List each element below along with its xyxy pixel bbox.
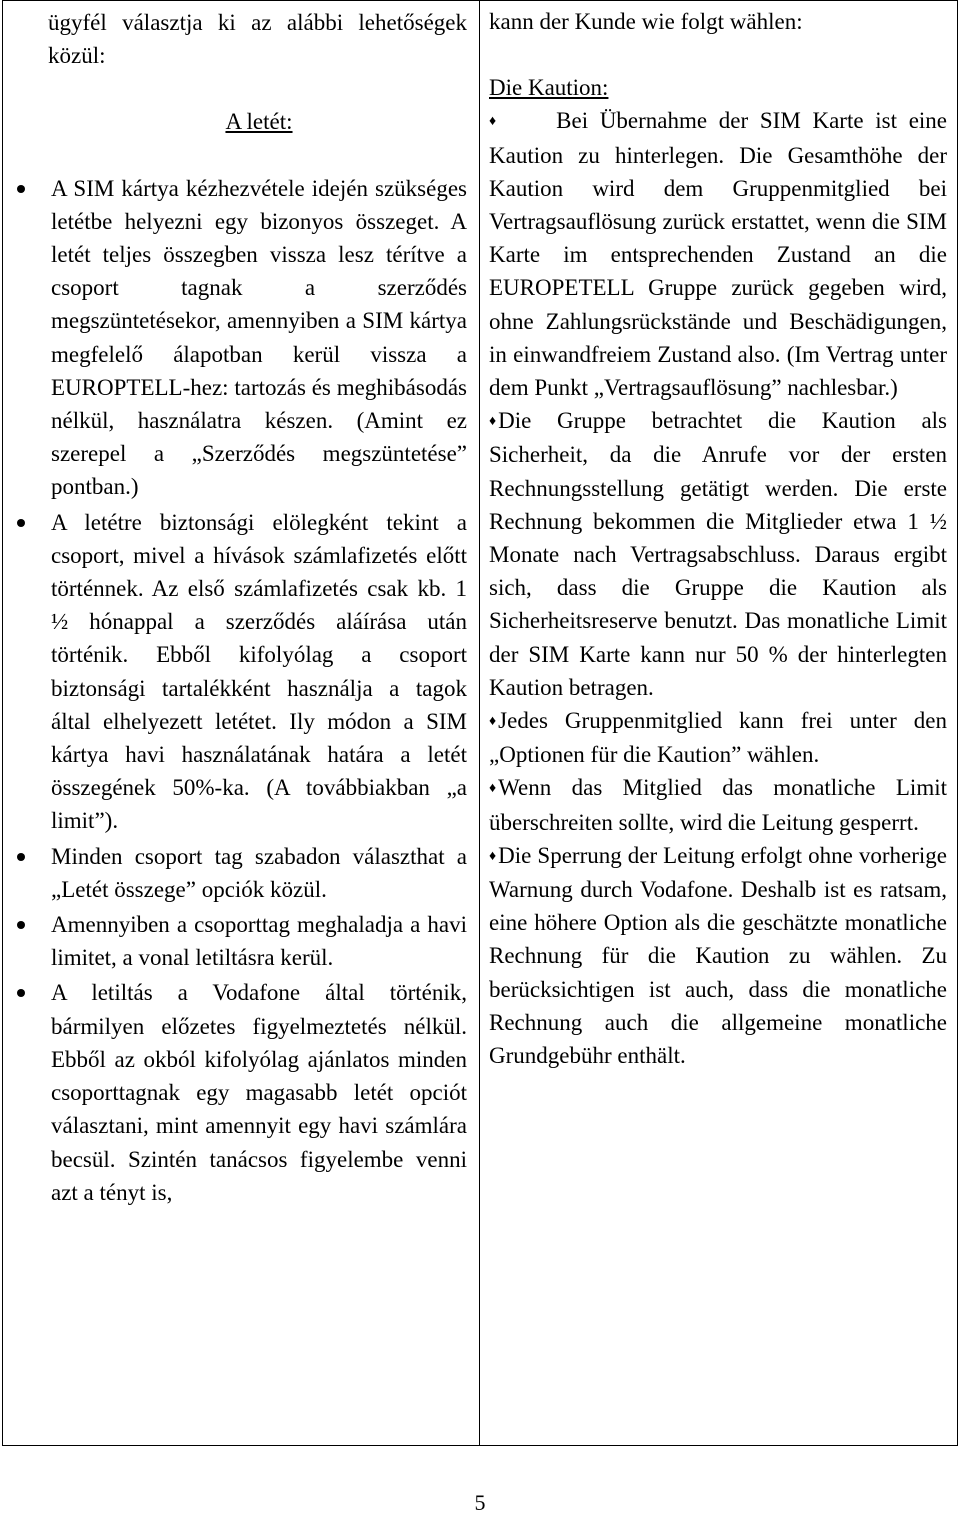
left-bullet-item: Amennyiben a csoporttag meghaladja a havi limitet, a vonal letiltásra kerül. (51, 908, 467, 974)
right-paragraph: ♦Jedes Gruppenmitglied kann frei unter den „Optionen für die Kaution” wählen. (489, 704, 947, 771)
right-paragraph: ♦Die Gruppe betrachtet die Kaution als Sicherheit, da die Anrufe vor der ersten Rechnungsstellung getätigt werden. Die erste Rechnung bekommen die Mitglieder etwa 1 ½ Monate nach Vertragsabschluss. Daraus ergibt sich, dass die Gruppe die Kaution als Sicherheitsreserve benutzt. Das monatliche Limit der SIM Karte kann nur 50 % der hinterlegten Kaution betragen. (489, 404, 947, 704)
diamond-bullet-icon: ♦ (489, 414, 497, 430)
bullet-dot-icon (17, 989, 25, 997)
diamond-bullet-icon: ♦ (489, 714, 497, 730)
bullet-dot-icon (17, 519, 25, 527)
bullet-dot-icon (17, 853, 25, 861)
left-lead-text: ügyfél választja ki az alábbi lehetőségek közül: (48, 10, 467, 69)
left-bullet-item: A SIM kártya kézhezvétele idején szükséges letétbe helyezni egy bizonyos összeget. A letét teljes összegben vissza lesz térítve a csoport tagnak a szerződés megszüntetésekor, amennyiben a SIM kártya megfelelő álapotban kerül vissza a EUROPTELL-hez: tartozás és meghibásodás nélkül, használatra készen. (Amint ez szerepel a „Szerződés megszüntetése” pontban.) (51, 172, 467, 504)
diamond-bullet-icon: ♦ (489, 781, 497, 797)
left-bullet-item: A letétre biztonsági elölegként tekint a csoport, mivel a hívások számlafizetés előtt történnek. Az első számlafizetés csak kb. 1 ½ hónappal a szerződés aláírása után történik. Ebből kifolyólag a csoport biztonsági tartalékként használja a tagok által elhelyezett letétet. Ily módon a SIM kártya havi használatának határa a letét összegének 50%-ka. (A továbbiakban „a limit”). (51, 506, 467, 838)
bullet-dot-icon (17, 185, 25, 193)
left-bullet-item: Minden csoport tag szabadon választhat a „Letét összege” opciók közül. (51, 840, 467, 906)
right-heading: Die Kaution: (489, 75, 609, 101)
right-lead-text: kann der Kunde wie folgt wählen: (489, 9, 803, 34)
left-heading: A letét: (225, 109, 293, 135)
right-paragraph: ♦Die Sperrung der Leitung erfolgt ohne vorherige Warnung durch Vodafone. Deshalb ist es ratsam, eine höhere Option als die geschätzte monatliche Rechnung für die Kaution zu wählen. Zu berücksichtigen ist auch, dass die monatliche Rechnung auch die allgemeine monatliche Grundgebühr enthält. (489, 839, 947, 1072)
bilingual-table (2, 0, 958, 1446)
bullet-dot-icon (17, 921, 25, 929)
right-paragraph: ♦ Bei Übernahme der SIM Karte ist eine Kaution zu hinterlegen. Die Gesamthöhe der Kaution wird dem Gruppenmitglied bei Vertragsauflösung zurück erstattet, wenn die SIM Karte im entsprechenden Zustand an die EUROPETELL Gruppe zurück gegeben wird, ohne Zahlungsrückstände und Beschädigungen, in einwandfreiem Zustand also. (Im Vertrag unter dem Punkt „Vertragsauflösung” nachlesbar.) (489, 104, 947, 404)
german-column (480, 1, 957, 1445)
diamond-bullet-icon: ♦ (489, 848, 497, 864)
left-bullet-list (51, 172, 467, 1209)
right-paragraph: ♦Wenn das Mitglied das monatliche Limit überschreiten sollte, wird die Leitung gesperrt. (489, 771, 947, 838)
page-number: 5 (474, 1490, 486, 1515)
diamond-bullet-icon: ♦ (489, 114, 497, 130)
left-bullet-item: A letiltás a Vodafone által történik, bármilyen előzetes figyelmeztetés nélkül. Ebből az okból kifolyólag ajánlatos minden csoporttagnak egy magasabb letét opciót választani, mint amennyit egy havi számlára becsül. Szintén tanácsos figyelembe venni azt a tényt is, (51, 976, 467, 1208)
hungarian-column (3, 1, 480, 1445)
